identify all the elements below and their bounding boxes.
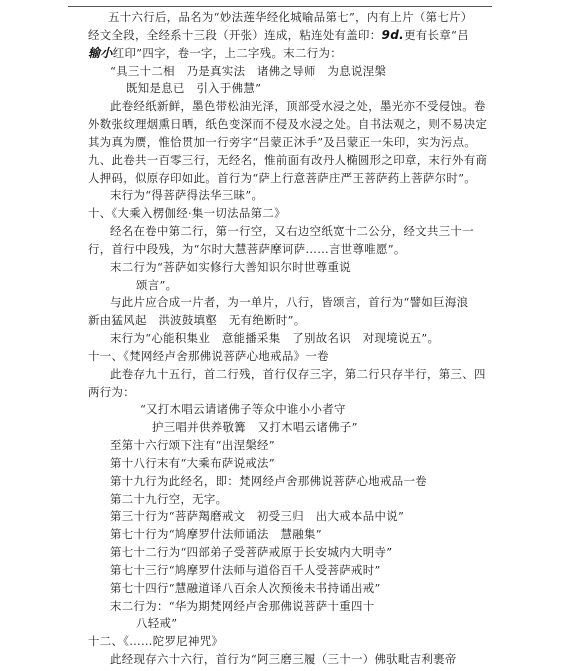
- section-10-line-3: 末二行为“菩萨如实修行大善知识尔时世尊重说: [110, 259, 351, 274]
- continuation-line-8: 此经现存六十六行，首行为“阿三磨三履（三十一）佛驮毗吉利裹帝: [110, 652, 457, 666]
- continuation-line-6: 八轻戒”: [136, 616, 178, 631]
- continuation-line-4: 第七十四行“慧融道译八百余人次预後未书持诵出戒”: [110, 580, 381, 595]
- item-9-line-1: 九、此卷共一百零三行，无经名，惟前面有改丹人椭圆形之印章，末行外有商: [88, 152, 488, 167]
- section-10-line-2: 行，首行中段残，为“尔时大慧菩萨摩诃萨……言世尊唯愿”。: [88, 241, 406, 256]
- continuation-line-5: 末二行为：“华为期梵网经卢舍那佛说菩萨十重四十: [110, 598, 375, 613]
- paragraph-line-1: 此卷经纸新鲜，墨色带松油光泽，顶部受水浸之处，墨光亦不受侵蚀。卷: [110, 99, 486, 114]
- item-9-line-2: 人押码，似原存印如此。首行为“萨上行意菩萨庄严王菩萨药上菩萨尔时”。: [88, 170, 477, 185]
- section-11-line-2: 两行为：: [88, 384, 135, 399]
- section-11-note-3: 第十九行为此经名，即：梵网经卢舍那佛说菩萨心地戒品一卷: [110, 473, 427, 488]
- text-line-2-main: 经文全段，全经系十三段（开张）连成，粘连处有盖印：: [88, 27, 382, 42]
- section-11-note-4: 第二十九行空，无字。: [110, 491, 228, 506]
- section-10-line-6: 新由猛风起 洪波鼓填壑 无有绝断时”。: [88, 313, 306, 328]
- section-10-line-7: 末行为“心能积集业 意能播采集 了别故名识 对现境说五”。: [110, 331, 440, 345]
- section-10-line-5: 与此片应合成一片者，为一单片，八行，皆颂言，首行为“譬如巨海浪: [110, 295, 469, 310]
- quote-line-2: 既知是息已 引入于佛慧”: [126, 81, 262, 96]
- section-11-quote-1: “又打木唱云请诸佛子等众中谁小小者守: [140, 402, 346, 417]
- section-11-note-2: 第十八行末有“大乘布萨说戒法”: [110, 455, 275, 470]
- continuation-line-2: 第七十二行为“四部弟子受菩萨戒原于长安城内大明寺”: [110, 545, 393, 559]
- text-line-2: [88, 28, 469, 42]
- section-10-line-4: 颂言”。: [136, 277, 178, 292]
- text-line-2-tail: 更有长章“吕: [404, 27, 469, 42]
- section-11-quote-2: 护三唱并供养敬篝 又打木唱云诸佛子”: [152, 420, 358, 435]
- section-10-heading: 十、《大乘入楞伽经·集一切法品第二》: [88, 206, 286, 221]
- text-line-1: 五十六行后，品名为“妙法莲华经化城喻品第七”，内有上片（第七片）: [108, 10, 473, 24]
- section-11-heading: 十一、《梵网经卢舍那佛说菩萨心地戒品》一卷: [88, 348, 329, 363]
- text-line-3: [88, 46, 342, 60]
- section-11-line-1: 此卷存九十五行，首二行残，首行仅存三字，第二行只存半行，第三、四: [110, 366, 486, 381]
- item-9-last-line: 末行为“得菩萨得法华三昧”。: [110, 188, 264, 203]
- section-11-note-5: 第三十行为“菩萨羯磨戒文 初受三归 出大戒本品中说”: [110, 509, 405, 524]
- paragraph-line-3: 其为真为赝，惟恰贯加一行旁字“吕蒙正沐手”及吕蒙正一朱印，实为污点。: [88, 134, 477, 149]
- continuation-line-7: 十二、《……陀罗尼神咒》: [88, 634, 224, 649]
- quote-line-1: “具三十二相 乃是真实法 诸佛之导师 为息说涅槃: [110, 63, 387, 78]
- section-10-line-1: 经名在卷中第二行，第一行空，又右边空纸宽十二公分，经文共三十一: [110, 224, 474, 238]
- paragraph-line-2: 外数张纹理烟熏日晒，纸色变深而不侵及水浸之处。自书法观之，则不易决定: [88, 117, 488, 131]
- continuation-line-1: 第七十行为“鸠摩罗什法师诵法 慧融集”: [110, 527, 322, 542]
- handwritten-seal-text: 输小: [88, 45, 113, 60]
- text-line-3-main: 红印”四字，卷一字，上二字残。末二行为：: [112, 45, 342, 60]
- top-rule: [68, 6, 492, 7]
- handwritten-mark: 9d.: [381, 27, 405, 42]
- section-11-note-1: 至第十六行颂下注有“出涅槃经”: [110, 438, 275, 452]
- continuation-line-3: 第七十三行“鸠摩罗什法师与道俗百千人受菩萨戒时”: [110, 562, 381, 577]
